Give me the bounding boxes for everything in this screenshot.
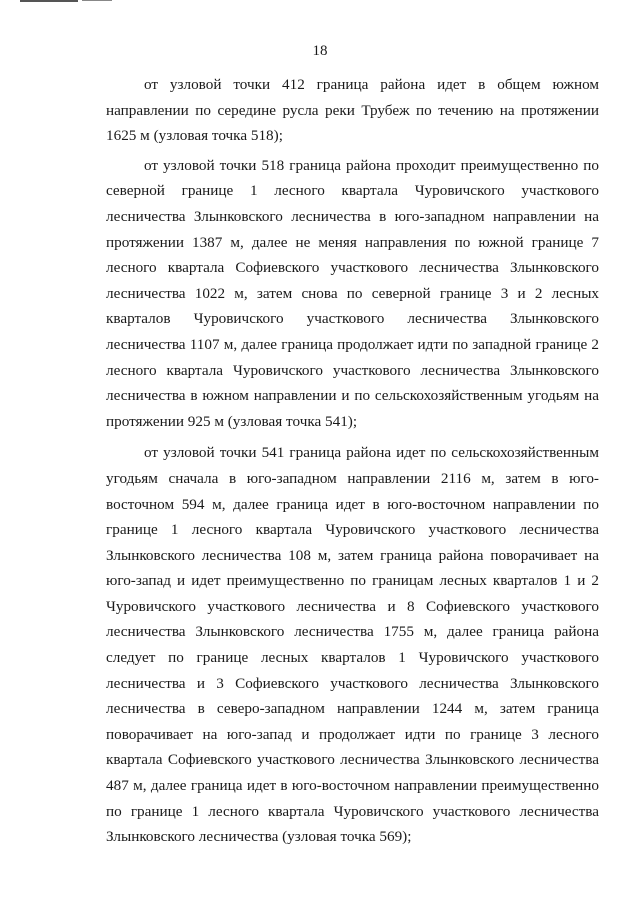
scan-edge-mark — [82, 0, 112, 1]
page-number: 18 — [312, 43, 328, 59]
document-body — [106, 72, 599, 850]
paragraph-boundary-518-541: от узловой точки 518 граница района проходит преимущественно по северной границе 1 лесного квартала Чуровичского участкового лесничества Злынковского лесничества в юго-западном направлении на протяжении 1387 м, далее не меняя направления по южной границе 7 лесного квартала Софиевского участкового лесничества Злынковского лесничества 1022 м, затем снова по северной границе 3 и 2 лесных кварталов Чуровичского участкового лесничества Злынковского лесничества 1107 м, далее граница продолжает идти по западной границе 2 лесного квартала Чуровичского участкового лесничества Злынковского лесничества в южном направлении и по сельскохозяйственным угодьям на протяжении 925 м (узловая точка 541); — [106, 156, 599, 430]
paragraph-boundary-412-518: от узловой точки 412 граница района идет в общем южном направлении по середине русла реки Трубеж по течению на протяжении 1625 м (узловая точка 518); — [106, 76, 599, 145]
paragraph-boundary-541-569: от узловой точки 541 граница района идет по сельскохозяйственным угодьям сначала в юго-западном направлении 2116 м, затем в юго-восточном 594 м, далее граница идет в юго-восточном направлении по границе 1 лесного квартала Чуровичского участкового лесничества Злынковского лесничества 108 м, затем граница района поворачивает на юго-запад и идет преимущественно по границам лесных кварталов 1 и 2 Чуровичского участкового лесничества и 8 Софиевского участкового лесничества Злынковского лесничества 1755 м, далее граница района следует по границе лесных кварталов 1 Чуровичского участкового лесничества и 3 Софиевского участкового лесничества Злынковского лесничества в северо-западном направлении 1244 м, затем граница поворачивает на юго-запад и продолжает идти по границе 3 лесного квартала Софиевского участкового лесничества Злынковского лесничества 487 м, далее граница идет в юго-восточном направлении преимущественно по границе 1 лесного квартала Чуровичского участкового лесничества Злынковского лесничества (узловая точка 569); — [106, 444, 599, 846]
scan-edge-mark — [20, 0, 78, 2]
